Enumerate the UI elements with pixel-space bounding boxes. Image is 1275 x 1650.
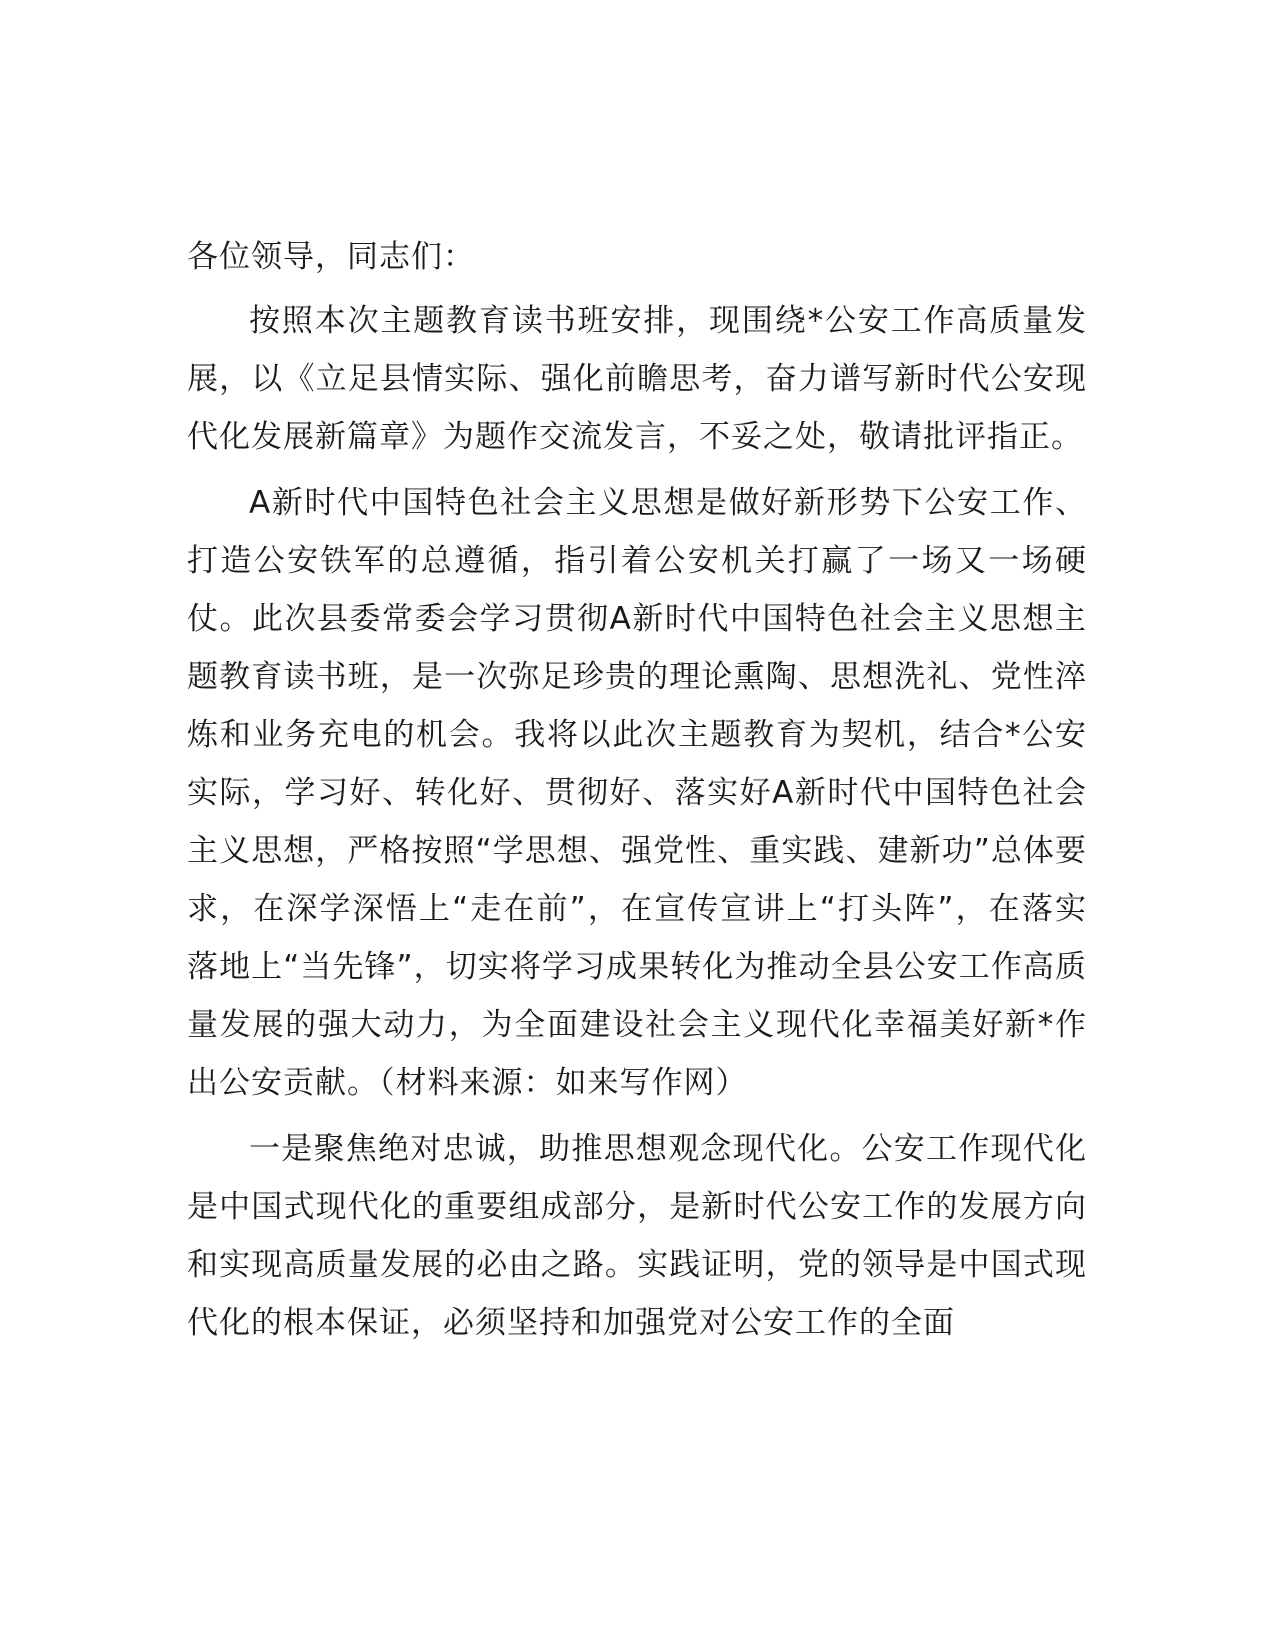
paragraph-intro: 按照本次主题教育读书班安排，现围绕*公安工作高质量发展，以《立足县情实际、强化前瞻思考，奋力谱写新时代公安现代化发展新篇章》为题作交流发言，不妥之处，敬请批评指正。 [187, 303, 1087, 455]
salutation: 各位领导，同志们： [187, 239, 475, 275]
paragraph-main: A新时代中国特色社会主义思想是做好新形势下公安工作、打造公安铁军的总遵循，指引着公安机关打赢了一场又一场硬仗。此次县委常委会学习贯彻A新时代中国特色社会主义思想主题教育读书班，是一次弥足珍贵的理论熏陶、思想洗礼、党性淬炼和业务充电的机会。我将以此次主题教育为契机，结合*公安实际，学习好、转化好、贯彻好、落实好A新时代中国特色社会主义思想，严格按照“学思想、强党性、重实践、建新功”总体要求，在深学深悟上“走在前”，在宣传宣讲上“打头阵”，在落实落地上“当先锋”，切实将学习成果转化为推动全县公安工作高质量发展的强大动力，为全面建设社会主义现代化幸福美好新*作出公安贡献。（材料来源：如来写作网） [187, 485, 1087, 1101]
document-body [187, 228, 1087, 1360]
paragraph-point-one: 一是聚焦绝对忠诚，助推思想观念现代化。公安工作现代化是中国式现代化的重要组成部分，是新时代公安工作的发展方向和实现高质量发展的必由之路。实践证明，党的领导是中国式现代化的根本保证，必须坚持和加强党对公安工作的全面 [187, 1131, 1087, 1341]
